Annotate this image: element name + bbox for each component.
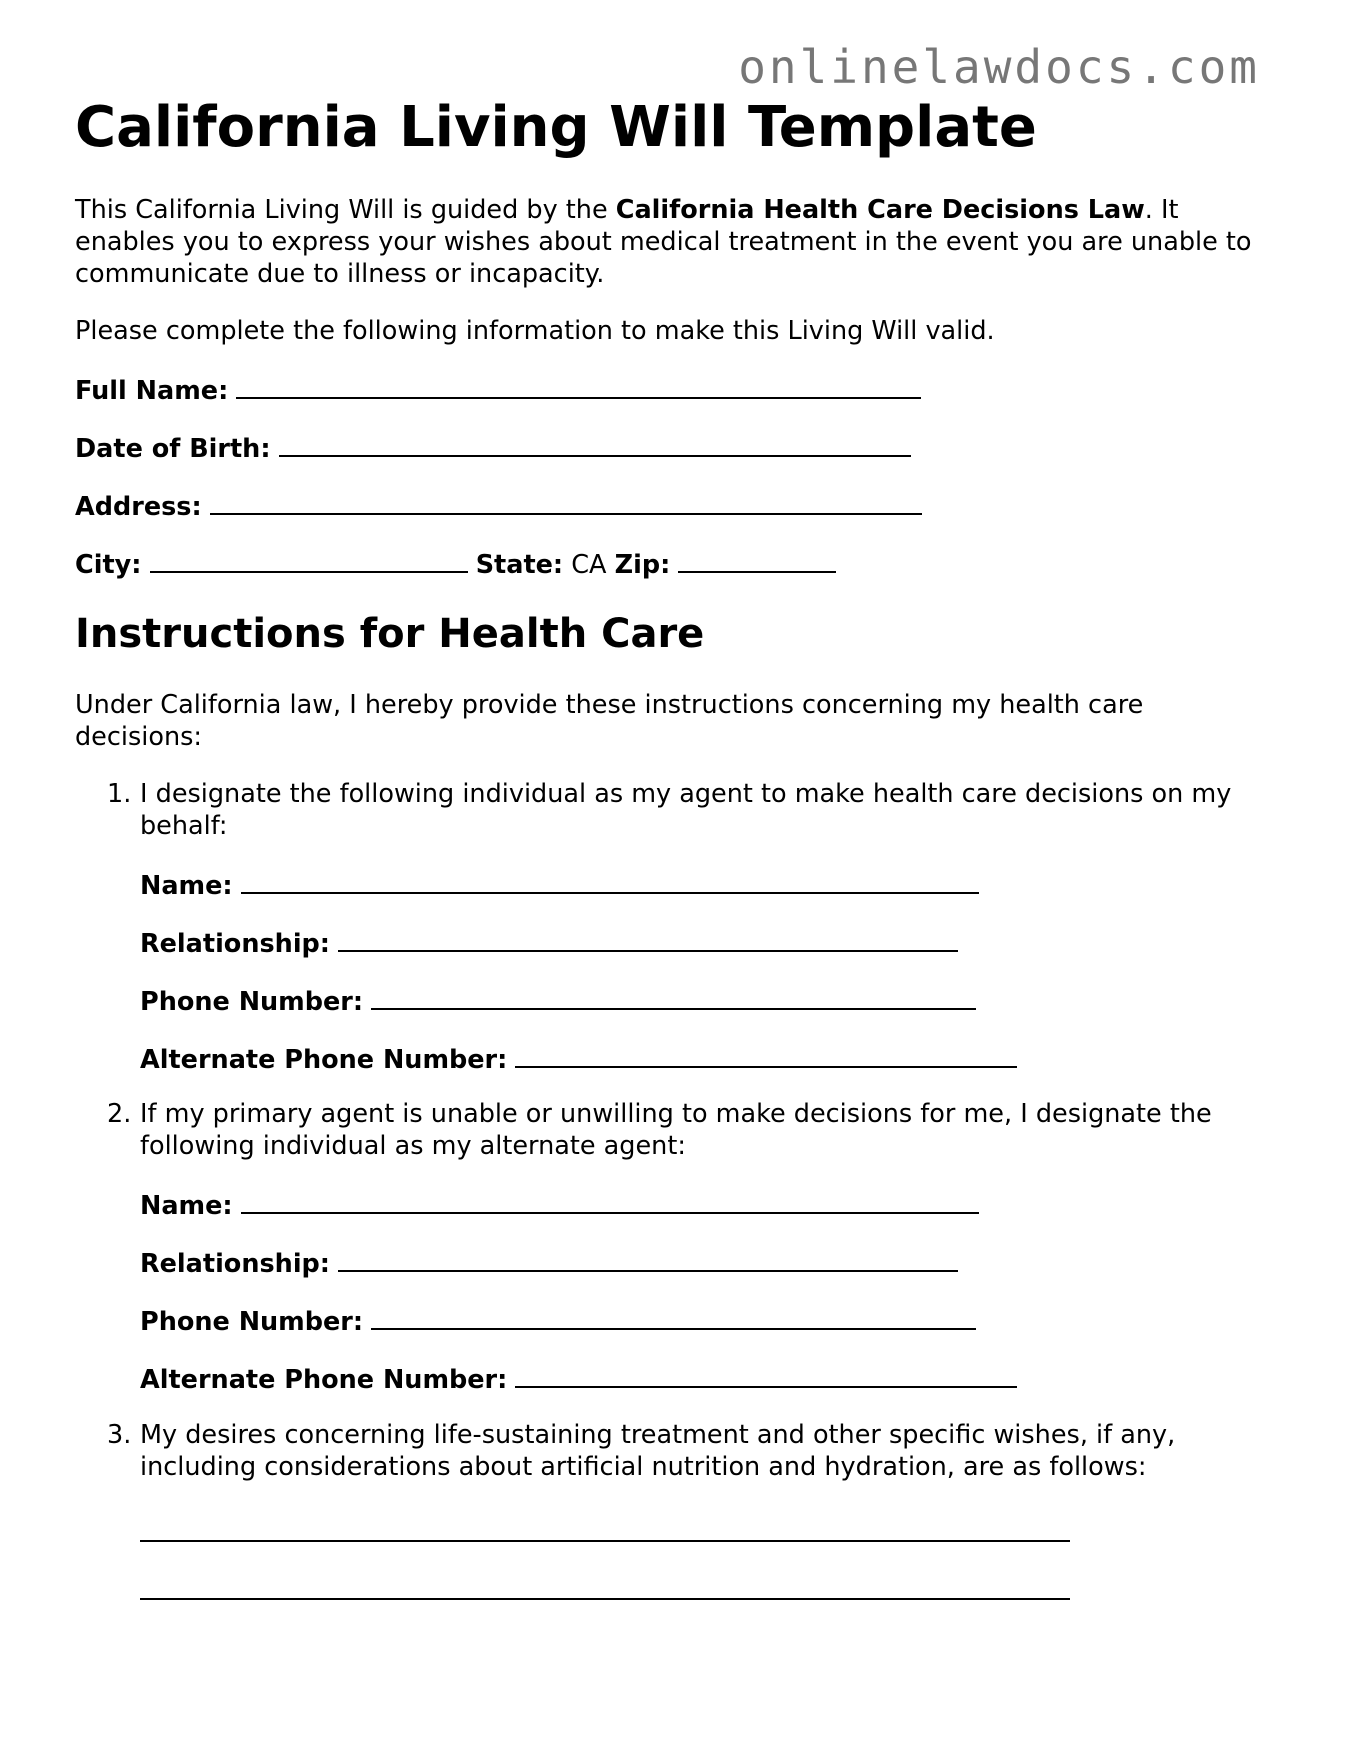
address-label: Address: — [75, 492, 202, 522]
alt-agent-relationship-blank[interactable] — [338, 1246, 958, 1272]
item-2-text: If my primary agent is unable or unwilling to make decisions for me, I designate the following individual as my alternate agent: — [140, 1099, 1212, 1161]
page-title: California Living Will Template — [75, 95, 1037, 160]
full-name-label: Full Name: — [75, 376, 229, 406]
city-state-zip-field — [75, 547, 836, 581]
item-3-number: 3. — [107, 1420, 132, 1450]
watermark: onlinelawdocs.com — [738, 40, 1260, 94]
full-name-blank[interactable] — [236, 373, 921, 399]
agent-alt-phone-blank[interactable] — [515, 1042, 1017, 1068]
agent-relationship-label: Relationship: — [140, 929, 331, 959]
wishes-line-2[interactable] — [140, 1598, 1070, 1600]
alt-agent-alt-phone-label: Alternate Phone Number: — [140, 1365, 508, 1395]
agent-name-blank[interactable] — [241, 868, 979, 894]
zip-label: Zip: — [614, 550, 671, 580]
agent-relationship-field — [140, 926, 958, 960]
agent-phone-label: Phone Number: — [140, 987, 364, 1017]
agent-alt-phone-field — [140, 1042, 1017, 1076]
alt-agent-alt-phone-blank[interactable] — [515, 1362, 1017, 1388]
state-value: CA — [571, 550, 607, 580]
agent-name-field — [140, 868, 979, 902]
alt-agent-name-field — [140, 1188, 979, 1222]
address-field — [75, 489, 922, 523]
item-2-number: 2. — [107, 1099, 132, 1129]
address-blank[interactable] — [210, 489, 922, 515]
agent-name-label: Name: — [140, 871, 233, 901]
full-name-field — [75, 373, 921, 407]
intro-prefix: This California Living Will is guided by the — [75, 195, 616, 225]
agent-phone-field — [140, 984, 976, 1018]
state-label: State: — [475, 550, 564, 580]
alt-agent-name-label: Name: — [140, 1191, 233, 1221]
intro-paragraph — [75, 194, 1275, 290]
section-intro: Under California law, I hereby provide these instructions concerning my health care decisions: — [75, 690, 1144, 752]
wishes-line-1[interactable] — [140, 1540, 1070, 1542]
alt-agent-alt-phone-field — [140, 1362, 1017, 1396]
item-1-number: 1. — [107, 779, 132, 809]
alt-agent-phone-field — [140, 1304, 976, 1338]
agent-alt-phone-label: Alternate Phone Number: — [140, 1045, 508, 1075]
alt-agent-name-blank[interactable] — [241, 1188, 979, 1214]
alt-agent-relationship-field — [140, 1246, 958, 1280]
city-blank[interactable] — [150, 547, 468, 573]
intro-suffix: . It enables you to express your wishes about medical treatment in the event you are unable to communicate due to illness or incapacity. — [75, 195, 1252, 289]
alt-agent-relationship-label: Relationship: — [140, 1249, 331, 1279]
agent-relationship-blank[interactable] — [338, 926, 958, 952]
law-name: California Health Care Decisions Law — [615, 195, 1145, 225]
item-3-text: My desires concerning life-sustaining treatment and other specific wishes, if any, including considerations about artificial nutrition and hydration, are as follows: — [140, 1420, 1176, 1482]
zip-blank[interactable] — [678, 547, 836, 573]
dob-blank[interactable] — [279, 431, 911, 457]
dob-field — [75, 431, 911, 465]
alt-agent-phone-blank[interactable] — [371, 1304, 976, 1330]
section-heading: Instructions for Health Care — [75, 611, 705, 657]
item-1-text: I designate the following individual as my agent to make health care decisions on my behalf: — [140, 779, 1232, 841]
city-label: City: — [75, 550, 142, 580]
complete-prompt: Please complete the following information to make this Living Will valid. — [75, 316, 995, 346]
dob-label: Date of Birth: — [75, 434, 271, 464]
alt-agent-phone-label: Phone Number: — [140, 1307, 364, 1337]
agent-phone-blank[interactable] — [371, 984, 976, 1010]
